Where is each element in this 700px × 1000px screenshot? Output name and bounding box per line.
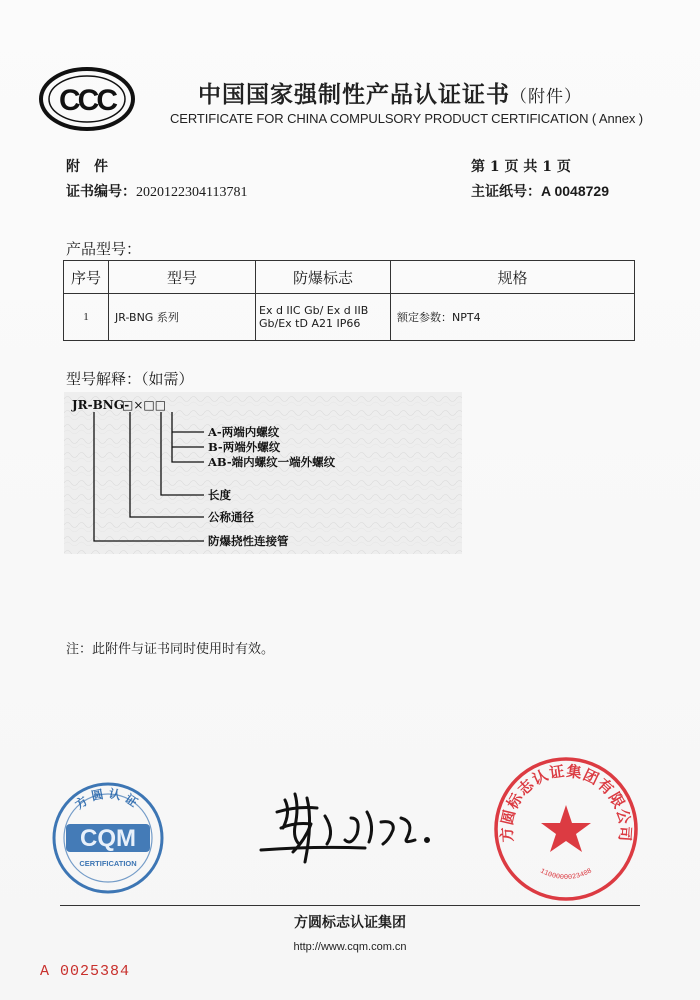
- explain-line-length: 长度: [208, 488, 231, 502]
- footer-divider: [60, 905, 640, 906]
- explain-line-hose: 防爆挠性连接管: [208, 534, 289, 548]
- explain-line-a: A-两端内螺纹: [208, 425, 280, 439]
- ccc-logo: [38, 66, 136, 132]
- column-header-ex-mark: 防爆标志: [256, 261, 391, 294]
- column-header-spec: 规格: [391, 261, 635, 294]
- model-explanation-title: 型号解释：（如需）: [66, 370, 194, 388]
- ex-mark-line-2: Gb/Ex tD A21 IP66: [259, 317, 361, 330]
- row-no: 1: [64, 294, 109, 341]
- main-no-value: A 0048729: [541, 183, 609, 199]
- certificate-number: [66, 181, 247, 201]
- serial-number: A 0025384: [40, 963, 131, 980]
- title-cn-main: 中国国家强制性产品认证证书: [198, 81, 510, 108]
- cqm-bottom-text: CERTIFICATION: [79, 859, 137, 868]
- model-code-boxes: □×□□: [122, 398, 167, 412]
- table-row: [64, 294, 635, 341]
- certificate-title-en: CERTIFICATE FOR CHINA COMPULSORY PRODUCT CERTIFICATION ( Annex ): [170, 111, 643, 126]
- cert-no-value: 2020122304113781: [136, 185, 248, 200]
- cqm-logo-text: CQM: [80, 825, 136, 852]
- explain-line-diameter: 公称通径: [208, 510, 254, 524]
- explain-line-b: B-两端外螺纹: [208, 440, 281, 454]
- table-header-row: [64, 261, 635, 294]
- seal-number: 1100000023408: [538, 867, 594, 882]
- seal-arc-text: 方圆标志认证集团有限公司: [497, 761, 635, 843]
- column-header-no: 序号: [64, 261, 109, 294]
- row-ex-mark: [256, 294, 391, 341]
- handwritten-signature: [255, 782, 445, 870]
- row-model: JR-BNG 系列: [109, 294, 256, 341]
- product-model-table: [63, 260, 635, 341]
- cqm-arc-text: 方圆认证: [72, 786, 144, 813]
- footer-url: http://www.cqm.com.cn: [293, 941, 407, 953]
- row-spec: 额定参数：NPT4: [391, 294, 635, 341]
- title-cn-annex: （附件）: [510, 87, 582, 107]
- svg-text:CCC: CCC: [59, 84, 115, 117]
- validity-note: 注：此附件与证书同时使用时有效。: [66, 642, 275, 657]
- explain-line-ab: AB-端内螺纹一端外螺纹: [208, 455, 336, 469]
- main-certificate-number: [471, 181, 609, 201]
- main-no-label: 主证纸号：: [471, 184, 541, 200]
- footer-organization: 方圆标志认证集团: [294, 915, 406, 931]
- product-model-title: 产品型号：: [66, 240, 142, 258]
- ex-mark-line-1: Ex d IIC Gb/ Ex d IIB: [259, 304, 369, 317]
- cqm-certification-stamp: [50, 780, 166, 896]
- annex-label: 附 件: [66, 159, 108, 175]
- seal-star-icon: [541, 805, 591, 852]
- page-info: 第 1 页 共 1 页: [471, 159, 571, 175]
- svg-text:1100000023408: [538, 867, 593, 882]
- cert-no-label: 证书编号：: [66, 184, 136, 200]
- model-code-prefix: JR-BNG-: [72, 398, 130, 412]
- certificate-title-cn: [198, 76, 582, 109]
- company-red-seal: [492, 755, 640, 903]
- column-header-model: 型号: [109, 261, 256, 294]
- model-code-diagram: [64, 392, 462, 554]
